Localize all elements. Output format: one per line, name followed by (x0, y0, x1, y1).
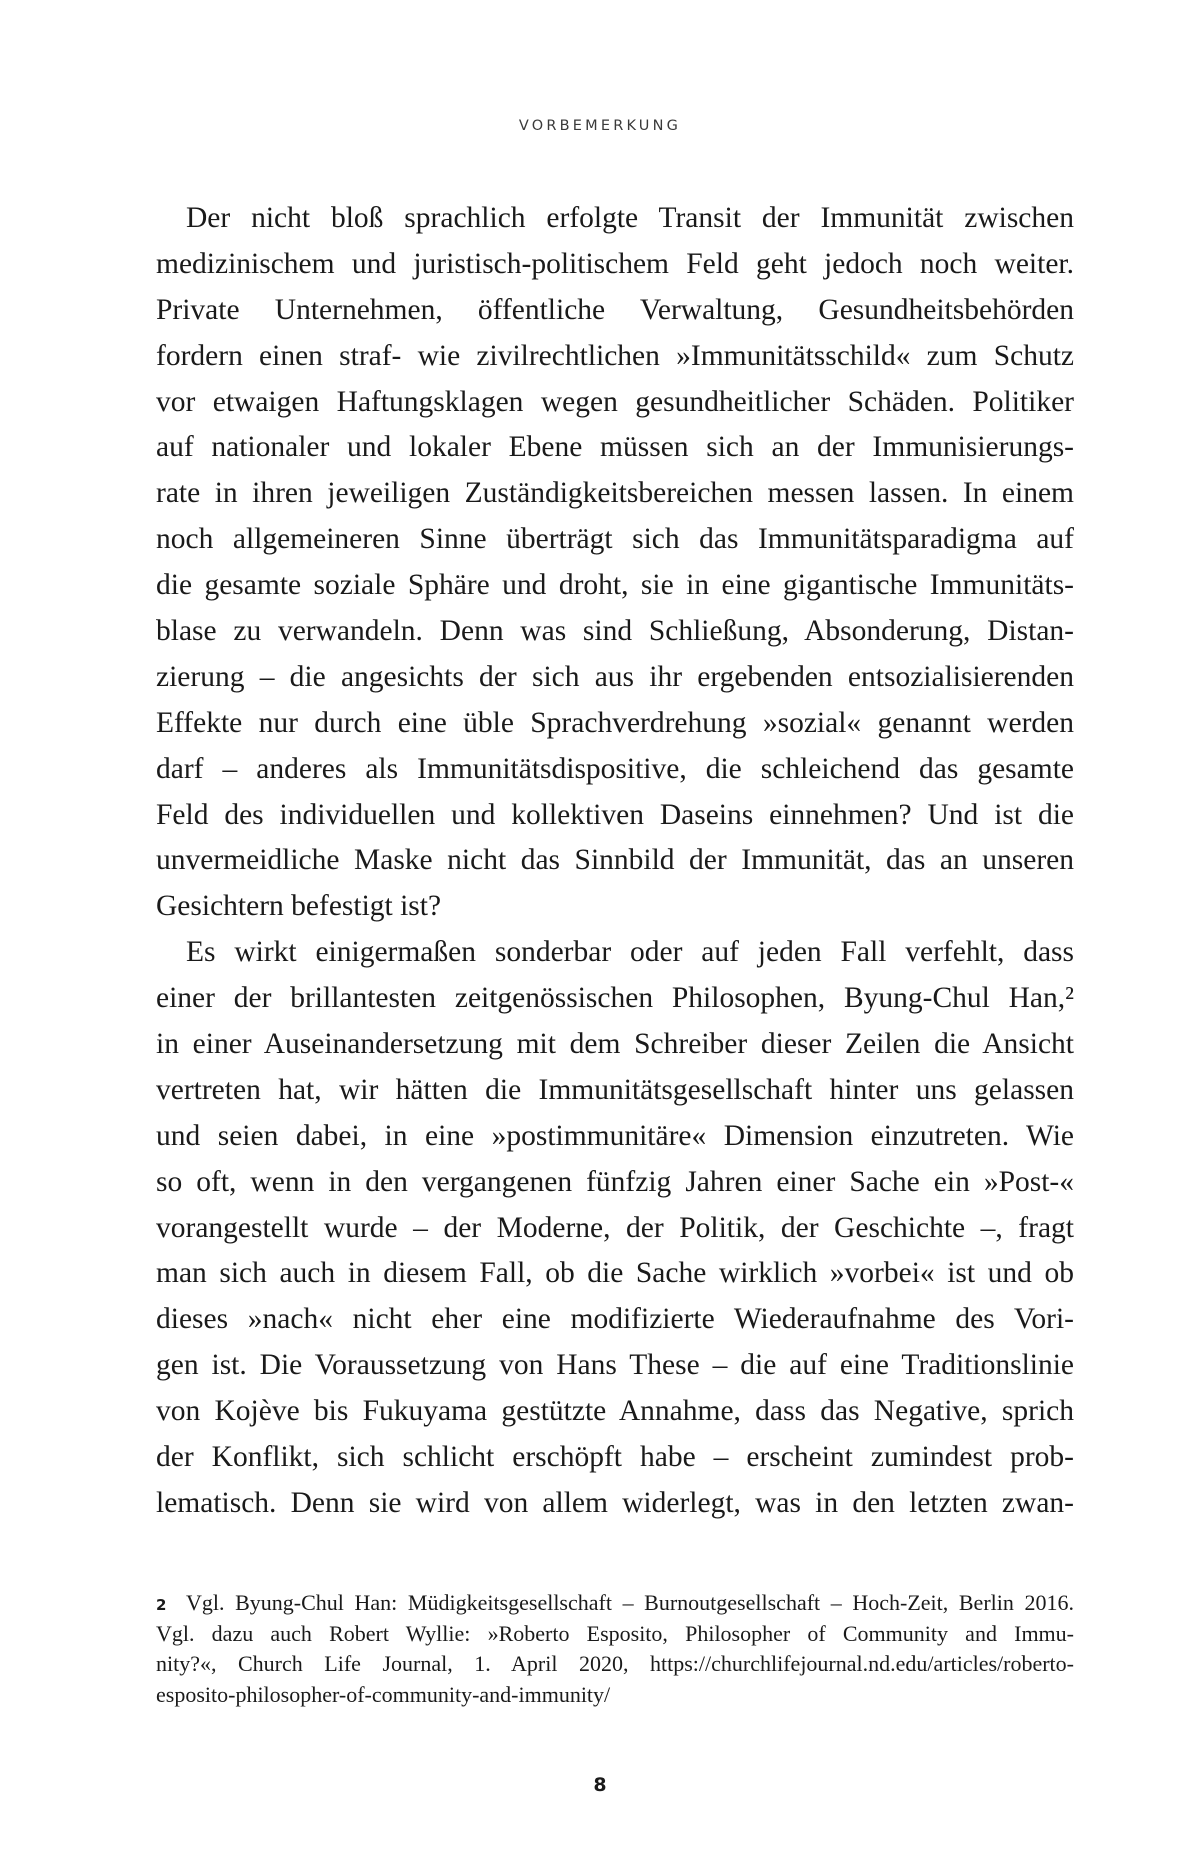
page-number: 8 (593, 1774, 607, 1796)
text-line: und seien dabei, in eine »postimmunitäre« Dimension einzutreten. Wie (156, 1119, 1074, 1152)
text-line: in einer Auseinandersetzung mit dem Schreiber dieser Zeilen die Ansicht (156, 1028, 1074, 1061)
running-head: VORBEMERKUNG (518, 118, 682, 134)
text-line: der Konflikt, sich schlicht erschöpft habe – erscheint zumindest prob- (156, 1441, 1074, 1474)
footnote-line: esposito-philosopher-of-community-and-immunity/ (156, 1681, 611, 1707)
text-line: medizinischem und juristisch-politischem Feld geht jedoch noch weiter. (156, 247, 1074, 280)
text-line: fordern einen straf- wie zivilrechtlichen »Immunitätsschild« zum Schutz (156, 339, 1074, 372)
text-line: blase zu verwandeln. Denn was sind Schließung, Absonderung, Distan- (156, 615, 1074, 648)
text-line: dieses »nach« nicht eher eine modifizierte Wiederaufnahme des Vori- (156, 1303, 1074, 1336)
text-line: Es wirkt einigermaßen sonderbar oder auf jeden Fall verfehlt, dass (186, 936, 1074, 969)
text-line: lematisch. Denn sie wird von allem widerlegt, was in den letzten zwan- (156, 1486, 1074, 1519)
text-line: einer der brillantesten zeitgenössischen Philosophen, Byung-Chul Han,² (156, 982, 1074, 1015)
text-line: vor etwaigen Haftungsklagen wegen gesundheitlicher Schäden. Politiker (156, 385, 1074, 418)
main-text (156, 196, 1074, 1527)
text-line: zierung – die angesichts der sich aus ihr ergebenden entsozialisierenden (156, 660, 1074, 693)
text-line: Private Unternehmen, öffentliche Verwaltung, Gesundheitsbehörden (156, 293, 1074, 326)
text-line: unvermeidliche Maske nicht das Sinnbild der Immunität, das an unseren (156, 844, 1074, 877)
text-line: noch allgemeineren Sinne überträgt sich das Immunitätsparadigma auf (156, 523, 1074, 556)
footnote-text: Vgl. Byung-Chul Han: Müdigkeitsgesellschaft – Burnoutgesellschaft – Hoch-Zeit, Berlin 2016. (186, 1590, 1074, 1615)
footnote-line (156, 1588, 1074, 1619)
text-line: von Kojève bis Fukuyama gestützte Annahme, dass das Negative, sprich (156, 1395, 1074, 1428)
text-line: Effekte nur durch eine üble Sprachverdrehung »sozial« genannt werden (156, 706, 1074, 739)
text-line: vorangestellt wurde – der Moderne, der Politik, der Geschichte –, fragt (156, 1211, 1074, 1244)
footnote-number: 2 (156, 1596, 167, 1614)
text-line: Gesichtern befestigt ist? (156, 890, 442, 923)
text-line: Feld des individuellen und kollektiven Daseins einnehmen? Und ist die (156, 798, 1074, 831)
footnote-block (156, 1588, 1074, 1710)
text-line: vertreten hat, wir hätten die Immunitätsgesellschaft hinter uns gelassen (156, 1073, 1074, 1106)
footnote-line: nity?«, Church Life Journal, 1. April 2020, https://churchlifejournal.nd.edu/articles/roberto- (156, 1651, 1074, 1676)
text-line: die gesamte soziale Sphäre und droht, sie in eine gigantische Immunitäts- (156, 569, 1074, 602)
text-line: darf – anderes als Immunitätsdispositive, die schleichend das gesamte (156, 752, 1074, 785)
text-line: so oft, wenn in den vergangenen fünfzig Jahren einer Sache ein »Post-« (156, 1165, 1074, 1198)
footnote-line: Vgl. dazu auch Robert Wyllie: »Roberto Esposito, Philosopher of Community and Immu- (156, 1620, 1074, 1646)
text-line: auf nationaler und lokaler Ebene müssen sich an der Immunisierungs- (156, 431, 1074, 464)
text-line: rate in ihren jeweiligen Zuständigkeitsbereichen messen lassen. In einem (156, 477, 1074, 510)
text-line: man sich auch in diesem Fall, ob die Sache wirklich »vorbei« ist und ob (156, 1257, 1074, 1290)
text-line: Der nicht bloß sprachlich erfolgte Transit der Immunität zwischen (186, 202, 1074, 234)
text-line: gen ist. Die Voraussetzung von Hans These – die auf eine Traditionslinie (156, 1349, 1074, 1382)
